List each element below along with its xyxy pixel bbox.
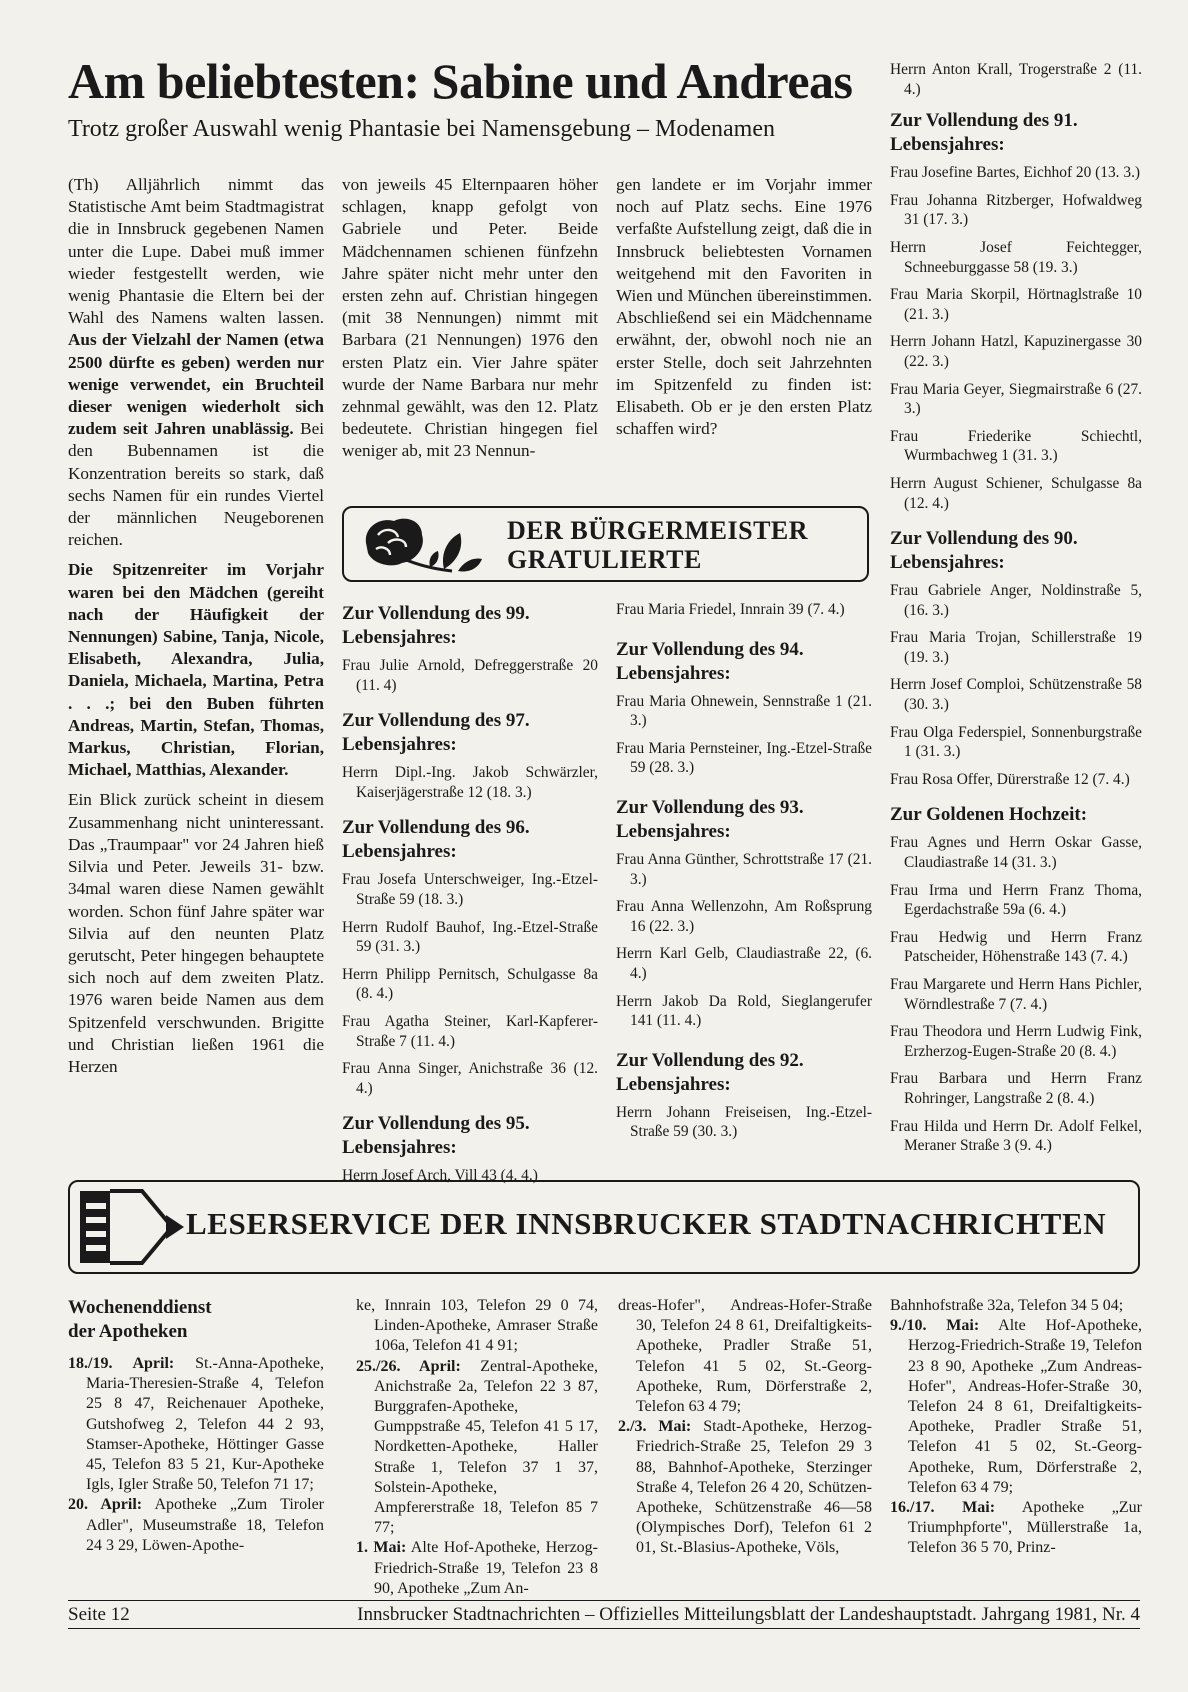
mayor-banner-title <box>507 516 808 574</box>
entry-date: 16./17. Mai: <box>890 1499 996 1517</box>
list-item: Frau Agatha Steiner, Karl-Kapferer-Straße 7 (11. 4.) <box>342 1012 598 1050</box>
pharmacy-heading-line-2: der Apotheken <box>68 1321 188 1342</box>
article-subtitle: Trotz großer Auswahl wenig Phantasie bei Namensgebung – Modenamen <box>68 116 775 142</box>
pharmacy-entry <box>618 1296 872 1417</box>
section-heading: Zur Vollendung des 96. Lebensjahres: <box>342 817 530 863</box>
list-item: Herrn Josef Comploi, Schützenstraße 58 (30. 3.) <box>890 676 1142 714</box>
article-paragraph-2: Die Spitzenreiter im Vorjahr waren bei den Mädchen (gereiht nach der Häufigkeit der Nennungen) Sabine, Tanja, Nicole, Elisabeth, Alexandra, Julia, Daniela, Michaela, Martina, Petra . . .; bei den Buben führten Andreas, Martin, Stefan, Thomas, Markus, Christian, Florian, Michael, Matthias, Alexander. <box>68 560 324 780</box>
footer-divider <box>68 1600 1140 1601</box>
pharmacy-column-2 <box>356 1296 598 1599</box>
list-item: Frau Maria Skorpil, Hörtnaglstraße 10 (21. 3.) <box>890 286 1142 323</box>
list-item: Herrn Johann Hatzl, Kapuzinergasse 30 (22. 3.) <box>890 333 1142 370</box>
section-heading: Zur Goldenen Hochzeit: <box>890 804 1088 826</box>
mayor-banner <box>342 506 869 582</box>
list-item: Frau Irma und Herrn Franz Thoma, Egerdachstraße 59a (6. 4.) <box>890 881 1142 919</box>
article-paragraph-1 <box>68 174 324 551</box>
list-item: Frau Friederike Schiechtl, Wurmbachweg 1 (31. 3.) <box>890 427 1142 465</box>
list-item: Frau Anna Wellenzohn, Am Roßsprung 16 (22. 3.) <box>616 898 872 935</box>
birthday-section <box>890 803 1142 1155</box>
entry-text: Apotheke „Zum Tiroler Adler", Museumstraße 18, Telefon 24 3 29, Löwen-Apothe- <box>86 1496 325 1554</box>
entry-text: dreas-Hofer", Andreas-Hofer-Straße 30, Telefon 24 8 61, Dreifaltigkeits-Apotheke, Pradler Straße 51, Telefon 41 5 02, St.-Georg-Apotheke, Rum, Dörferstraße 2, Telefon 63 4 79; <box>618 1297 872 1416</box>
article-column-3 <box>616 174 872 440</box>
publication-info: Innsbrucker Stadtnachrichten – Offizielles Mitteilungsblatt der Landeshauptstadt. Jahrgang 1981, Nr. 4 <box>357 1604 1140 1625</box>
list-item: Herrn Jakob Da Rold, Sieglangerufer 141 (11. 4.) <box>616 992 872 1030</box>
entry-date: 9./10. Mai: <box>890 1317 980 1335</box>
entry-text: ke, Innrain 103, Telefon 29 0 74, Linden-Apotheke, Amraser Straße 106a, Telefon 41 4 91; <box>356 1297 598 1355</box>
birthday-section <box>342 709 598 802</box>
article-title: Am beliebtesten: Sabine und Andreas <box>68 53 853 109</box>
pharmacy-entry <box>890 1316 1142 1498</box>
list-item: Frau Hilda und Herrn Dr. Adolf Felkel, Meraner Straße 3 (9. 4.) <box>890 1117 1142 1155</box>
article-paragraph-col3: gen landete er im Vorjahr immer noch auf Platz sechs. Eine 1976 verfaßte Aufstellung zeigt, daß die in Innsbruck beliebtesten Vornamen weitgehend mit den Favoriten in Wien und München übereinstimmen. Abschließend sei ein Mädchenname erwähnt, der, obwohl noch nie an erster Stelle, doch seit Jahrzehnten im Spitzenfeld zu finden ist: Elisabeth. Ob er je den ersten Platz schaffen wird? <box>616 175 872 439</box>
footer-divider-bottom <box>68 1628 1140 1629</box>
list-item: Frau Maria Geyer, Siegmairstraße 6 (27. 3.) <box>890 380 1142 418</box>
leserservice-banner <box>68 1180 1140 1274</box>
birthday-section <box>616 638 872 778</box>
mayor-column-b <box>616 600 872 1142</box>
list-item: Frau Johanna Ritzberger, Hofwaldweg 31 (17. 3.) <box>890 191 1142 229</box>
birthday-section <box>616 600 872 620</box>
list-item: Herrn Philipp Pernitsch, Schulgasse 8a (8. 4.) <box>342 965 598 1003</box>
entry-text: Stadt-Apotheke, Herzog-Friedrich-Straße 25, Telefon 29 3 88, Bahnhof-Apotheke, Sterzinger Straße 4, Telefon 26 4 20, Schützen-Apotheke, Schützenstraße 46—58 (Olympisches Dorf), Telefon 61 2 01, St.-Blasius-Apotheke, Völs, <box>636 1418 872 1557</box>
section-heading: Zur Vollendung des 95. Lebensjahres: <box>342 1113 530 1159</box>
list-item: Frau Hedwig und Herrn Franz Patscheider, Höhenstraße 143 (7. 4.) <box>890 928 1142 966</box>
section-heading: Zur Vollendung des 90. Lebensjahres: <box>890 528 1078 574</box>
entry-date: 25./26. April: <box>356 1357 461 1375</box>
entry-text: Bahnhofstraße 32a, Telefon 34 5 04; <box>890 1297 1124 1314</box>
pharmacy-column-4 <box>890 1296 1142 1559</box>
section-heading: Zur Vollendung des 94. Lebensjahres: <box>616 638 804 684</box>
list-item: Frau Barbara und Herrn Franz Rohringer, Langstraße 2 (8. 4.) <box>890 1070 1142 1107</box>
article-column-1 <box>68 174 324 1078</box>
birthday-section <box>890 60 1142 99</box>
list-item: Frau Agnes und Herrn Oskar Gasse, Claudiastraße 14 (31. 3.) <box>890 834 1142 872</box>
page-number: Seite 12 <box>68 1604 130 1625</box>
list-item: Frau Anna Singer, Anichstraße 36 (12. 4.) <box>342 1060 598 1097</box>
entry-date: 2./3. Mai: <box>618 1418 692 1436</box>
list-item: Frau Margarete und Herrn Hans Pichler, Wörndlestraße 7 (7. 4.) <box>890 976 1142 1013</box>
banner-line-2: GRATULIERTE <box>507 545 702 574</box>
list-item: Frau Josefa Unterschweiger, Ing.-Etzel-Straße 59 (18. 3.) <box>342 871 598 908</box>
birthday-section <box>616 1049 872 1142</box>
pharmacy-entry <box>68 1354 324 1495</box>
list-item: Herrn Karl Gelb, Claudiastraße 22, (6. 4.) <box>616 945 872 982</box>
list-item: Frau Anna Günther, Schrottstraße 17 (21. 3.) <box>616 850 872 888</box>
birthday-section <box>890 527 1142 789</box>
section-heading: Zur Vollendung des 97. Lebensjahres: <box>342 710 530 756</box>
pharmacy-entry <box>356 1357 598 1539</box>
pharmacy-entry <box>356 1538 598 1599</box>
list-item: Herrn Josef Feichtegger, Schneeburggasse 58 (19. 3.) <box>890 238 1142 276</box>
pharmacy-column-1 <box>68 1296 324 1556</box>
pharmacy-heading-line-1: Wochenenddienst <box>68 1297 212 1318</box>
list-item: Frau Maria Ohnewein, Sennstraße 1 (21. 3.) <box>616 692 872 730</box>
list-item: Frau Josefine Bartes, Eichhof 20 (13. 3.) <box>890 164 1141 182</box>
birthday-section <box>890 109 1142 513</box>
section-heading: Zur Vollendung des 99. Lebensjahres: <box>342 603 530 648</box>
pharmacy-column-3 <box>618 1296 872 1559</box>
pencil-arrow-icon <box>80 1187 184 1267</box>
list-item: Herrn Rudolf Bauhof, Ing.-Etzel-Straße 59 (31. 3.) <box>342 918 598 956</box>
banner-line-1: DER BÜRGERMEISTER <box>507 516 809 545</box>
mayor-column-a <box>342 602 598 1186</box>
pharmacy-entry <box>68 1495 324 1556</box>
birthday-section <box>342 816 598 1098</box>
pharmacy-entry <box>890 1498 1142 1559</box>
list-item: Herrn Dipl.-Ing. Jakob Schwärzler, Kaiserjägerstraße 12 (18. 3.) <box>342 764 598 801</box>
leserservice-title: LESERSERVICE DER INNSBRUCKER STADTNACHRICHTEN <box>186 1206 1107 1241</box>
entry-text: Alte Hof-Apotheke, Herzog-Friedrich-Straße 19, Telefon 23 8 90, Apotheke „Zum An- <box>374 1539 598 1597</box>
list-item: Frau Olga Federspiel, Sonnenburgstraße 1 (31. 3.) <box>890 723 1142 761</box>
section-heading: Zur Vollendung des 91. Lebensjahres: <box>890 110 1078 156</box>
rose-icon <box>360 513 484 577</box>
section-heading: Zur Vollendung des 93. Lebensjahres: <box>616 796 804 842</box>
entry-text: Zentral-Apotheke, Anichstraße 2a, Telefon 22 3 87, Burggrafen-Apotheke, Gumppstraße 45, Telefon 41 5 17, Nordketten-Apotheke, Haller Straße 1, Telefon 37 1 37, Solstein-Apotheke, Ampfererstraße 18, Telefon 85 7 77; <box>374 1357 598 1537</box>
entry-text: Apotheke „Zur Triumphpforte", Müllerstraße 1a, Telefon 36 5 70, Prinz- <box>908 1499 1142 1557</box>
birthday-section <box>616 796 872 1031</box>
list-item: Frau Gabriele Anger, Noldinstraße 5, (16. 3.) <box>890 582 1142 619</box>
section-heading: Zur Vollendung des 92. Lebensjahres: <box>616 1049 804 1095</box>
article-paragraph-3: Ein Blick zurück scheint in diesem Zusammenhang nicht uninteressant. Das „Traumpaar" vor 24 Jahren hieß Silvia und Peter. Jeweils 31- bzw. 34mal waren diese Namen gewählt worden. Schon fünf Jahre später war Silvia auf den neunten Platz gerutscht, Peter hingegen behauptete sich noch auf dem zweiten Platz. 1976 waren beide Namen aus dem Spitzenfeld verschwunden. Brigitte und Christian ließen 1961 die Herzen <box>68 790 324 1076</box>
list-item: Frau Theodora und Herrn Ludwig Fink, Erzherzog-Eugen-Straße 20 (8. 4.) <box>890 1023 1142 1060</box>
pharmacy-entry <box>890 1296 1142 1316</box>
list-item: Herrn Johann Freiseisen, Ing.-Etzel-Straße 59 (30. 3.) <box>616 1103 872 1141</box>
entry-date: 20. April: <box>68 1496 143 1514</box>
article-text: Bei den Bubennamen ist die Konzentration bereits so stark, daß sechs Namen für ein rundes Viertel der männlichen Neugeborenen reichen. <box>68 419 324 550</box>
list-item: Frau Julie Arnold, Defreggerstraße 20 (11. 4) <box>342 657 598 694</box>
entry-text: St.-Anna-Apotheke, Maria-Theresien-Straße 4, Telefon 25 8 47, Reichenauer Apotheke, Gutshofweg 2, Telefon 44 2 93, Stamser-Apotheke, Höttinger Gasse 45, Telefon 83 5 21, Kur-Apotheke Igls, Igler Straße 50, Telefon 71 17; <box>86 1355 324 1494</box>
list-item: Frau Maria Trojan, Schillerstraße 19 (19. 3.) <box>890 629 1142 666</box>
birthday-section <box>342 1112 598 1186</box>
article-column-2 <box>342 174 598 463</box>
pharmacy-heading <box>68 1296 324 1344</box>
article-text: (Th) Alljährlich nimmt das Statistische Amt beim Stadtmagistrat die in Innsbruck gegebenen Namen unter die Lupe. Dabei muß immer wieder festgestellt werden, wie wenig Phantasie die Eltern bei der Wahl des Namens walten lassen. <box>68 175 324 328</box>
list-item: Herrn August Schiener, Schulgasse 8a (12. 4.) <box>890 474 1142 512</box>
pharmacy-entry <box>618 1417 872 1558</box>
list-item: Frau Maria Friedel, Innrain 39 (7. 4.) <box>616 601 845 618</box>
entry-text: Alte Hof-Apotheke, Herzog-Friedrich-Straße 19, Telefon 23 8 90, Apotheke „Zum Andreas-Hofer", Andreas-Hofer-Straße 30, Telefon 24 8 61, Dreifaltigkeits-Apotheke, Pradler Straße 51, Telefon 41 5 02, St.-Georg-Apotheke, Rum, Dörferstraße 2, Telefon 63 4 79; <box>908 1317 1142 1496</box>
entry-date: 18./19. April: <box>68 1355 175 1372</box>
list-item: Frau Rosa Offer, Dürerstraße 12 (7. 4.) <box>890 770 1130 788</box>
mayor-column-c <box>890 60 1142 1156</box>
list-item: Frau Maria Pernsteiner, Ing.-Etzel-Straße 59 (28. 3.) <box>616 739 872 777</box>
article-emphasis: Aus der Vielzahl der Namen (etwa 2500 dürfte es geben) werden nur wenige verwendet, ein Bruchteil dieser wenigen wiederholt sich zudem seit Jahren unablässig. <box>68 330 324 439</box>
entry-date: 1. Mai: <box>356 1539 407 1557</box>
list-item: Herrn Anton Krall, Trogerstraße 2 (11. 4.) <box>890 61 1142 98</box>
list-item: Herrn Josef Arch, Vill 43 (4. 4.) <box>342 1167 538 1185</box>
article-paragraph-col2: von jeweils 45 Elternpaaren höher schlagen, knapp gefolgt von Gabriele und Peter. Beide Mädchennamen schienen fünfzehn Jahre später nicht mehr unter den ersten zehn auf. Christian hingegen (mit 38 Nennungen) nimmt mit Barbara (21 Nennungen) 1976 den ersten Platz ein. Vier Jahre später wurde der Name Barbara nur mehr zehnmal gewählt, was den 12. Platz bedeutete. Christian hingegen fiel weniger ab, mit 23 Nennun- <box>342 175 598 461</box>
birthday-section <box>342 602 598 695</box>
pharmacy-entry <box>356 1296 598 1357</box>
